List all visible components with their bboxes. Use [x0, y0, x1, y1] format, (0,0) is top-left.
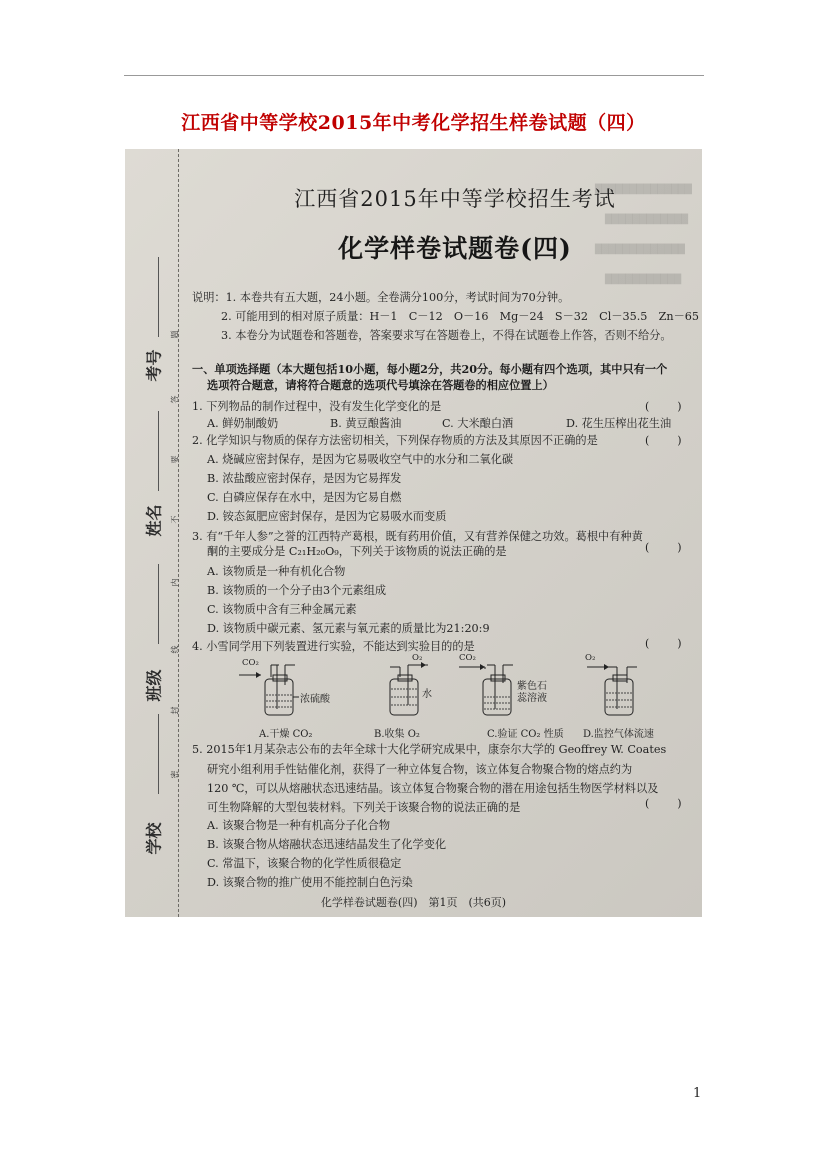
answer-paren: ( )	[645, 400, 682, 413]
binding-blank-line	[158, 257, 159, 337]
option-item: B. 浓盐酸应密封保存，是因为它易挥发	[207, 472, 402, 485]
bleed-through-text: ████████████	[605, 215, 689, 225]
gas-label: O₂	[585, 653, 596, 663]
question-stem: 120 ℃，可以从熔融状态迅速结晶。该立体复合物聚合物的潜在用途包括生物医学材料以及	[207, 782, 659, 795]
seal-char: 要	[170, 455, 180, 464]
exam-header-line2: 化学样卷试题卷(四)	[338, 234, 572, 263]
apparatus-b	[370, 653, 465, 740]
option-item: D. 铵态氮肥应密封保存，是因为它易吸水而变质	[207, 510, 447, 523]
option-item: C. 常温下，该聚合物的化学性质很稳定	[207, 857, 402, 870]
apparatus-content-label: 水	[422, 689, 432, 700]
apparatus-content-label: 紫色石蕊溶液	[517, 681, 547, 704]
apparatus-content-label: 浓硫酸	[300, 694, 330, 705]
question-stem: 5. 2015年1月某杂志公布的去年全球十大化学研究成果中，康奈尔大学的 Geoffrey W. Coates	[192, 743, 667, 756]
seal-char: 答	[170, 395, 180, 404]
answer-paren: ( )	[645, 637, 682, 650]
binding-blank-line	[158, 411, 159, 491]
option-item: D. 花生压榨出花生油	[566, 417, 672, 430]
note-line: 说明：1. 本卷共有五大题，24小题。全卷满分100分，考试时间为70分钟。	[192, 291, 570, 304]
option-item: D. 该聚合物的推广使用不能控制白色污染	[207, 876, 413, 889]
header-rule	[124, 75, 704, 76]
option-item: A. 该聚合物是一种有机高分子化合物	[207, 819, 391, 832]
apparatus-a	[237, 657, 332, 740]
section-heading: 选项符合题意，请将符合题意的选项代号填涂在答题卷的相应位置上）	[207, 378, 554, 392]
binding-label-school: 学校	[144, 822, 164, 855]
gas-label: O₂	[412, 653, 423, 663]
option-item: A. 鲜奶制酸奶	[207, 417, 279, 430]
option-item: C. 白磷应保存在水中，是因为它易自燃	[207, 491, 402, 504]
question-stem: 3. 有“千年人参”之誉的江西特产葛根，既有药用价值，又有营养保健之功效。葛根中有种黄	[192, 530, 643, 543]
question-stem: 4. 小雪同学用下列装置进行实验，不能达到实验目的的是	[192, 640, 475, 653]
bleed-through-text: ██████████████	[595, 185, 692, 195]
apparatus-d	[583, 653, 678, 740]
binding-blank-line	[158, 714, 159, 794]
question-stem: 1. 下列物品的制作过程中，没有发生化学变化的是	[192, 400, 442, 413]
binding-label-name: 姓名	[144, 504, 164, 537]
document-title: 江西省中等学校2015年中考化学招生样卷试题（四）	[181, 112, 646, 134]
question-stem: 可生物降解的大型包装材料。下列关于该聚合物的说法正确的是	[207, 801, 521, 814]
answer-paren: ( )	[645, 541, 682, 554]
gas-bottle-icon	[583, 657, 678, 717]
question-stem: 2. 化学知识与物质的保存方法密切相关，下列保存物质的方法及其原因不正确的是	[192, 434, 598, 447]
section-heading: 一、单项选择题（本大题包括10小题，每小题2分，共20分。每小题有四个选项，其中只有一个	[192, 362, 668, 376]
option-item: B. 黄豆酿酱油	[330, 417, 402, 430]
apparatus-caption: B.收集 O₂	[374, 729, 420, 740]
note-line: 2. 可能用到的相对原子质量：H－1 C－12 O－16 Mg－24 S－32 Cl－35.5 Zn－65	[221, 310, 700, 323]
seal-char: 不	[170, 515, 180, 524]
gas-label: CO₂	[242, 658, 259, 668]
scanned-exam-photo	[125, 149, 702, 917]
bleed-through-text: ███████████	[605, 275, 682, 285]
binding-label-class: 班级	[144, 669, 164, 702]
option-item: C. 该物质中含有三种金属元素	[207, 603, 357, 616]
apparatus-caption: A.干燥 CO₂	[259, 729, 313, 740]
answer-paren: ( )	[645, 434, 682, 447]
binding-blank-line	[158, 564, 159, 644]
seal-char: 线	[170, 645, 180, 654]
apparatus-caption: D.监控气体流速	[583, 729, 654, 740]
option-item: D. 该物质中碳元素、氢元素与氧元素的质量比为21:20:9	[207, 622, 490, 635]
question-stem: 研究小组利用手性钴催化剂，获得了一种立体复合物，该立体复合物聚合物的熔点约为	[207, 763, 633, 776]
answer-paren: ( )	[645, 797, 682, 810]
seal-char: 内	[170, 578, 180, 587]
exam-page-footer: 化学样卷试题卷(四) 第1页 (共6页)	[320, 896, 507, 909]
question-stem: 酮的主要成分是 C₂₁H₂₀O₉，下列关于该物质的说法正确的是	[207, 545, 507, 558]
gas-bottle-icon	[370, 657, 465, 717]
bleed-through-text: █████████████	[595, 245, 685, 255]
option-item: B. 该聚合物从熔融状态迅速结晶发生了化学变化	[207, 838, 447, 851]
gas-label: CO₂	[459, 653, 476, 663]
note-line: 3. 本卷分为试题卷和答题卷，答案要求写在答题卷上，不得在试题卷上作答，否则不给分。	[221, 329, 672, 342]
option-item: A. 该物质是一种有机化合物	[207, 565, 346, 578]
seal-char: 密	[170, 770, 180, 779]
apparatus-caption: C.验证 CO₂ 性质	[487, 729, 564, 740]
option-item: A. 烧碱应密封保存，是因为它易吸收空气中的水分和二氧化碳	[207, 453, 514, 466]
page-number: 1	[693, 1086, 702, 1101]
binding-label-exam-number: 考号	[144, 349, 164, 382]
option-item: C. 大米酿白酒	[442, 417, 514, 430]
seal-char: 封	[170, 706, 180, 715]
option-item: B. 该物质的一个分子由3个元素组成	[207, 584, 387, 597]
binding-dashed-line	[178, 149, 179, 917]
exam-header-line1: 江西省2015年中等学校招生考试	[294, 187, 616, 211]
apparatus-c	[455, 653, 564, 740]
seal-char: 题	[170, 330, 180, 339]
